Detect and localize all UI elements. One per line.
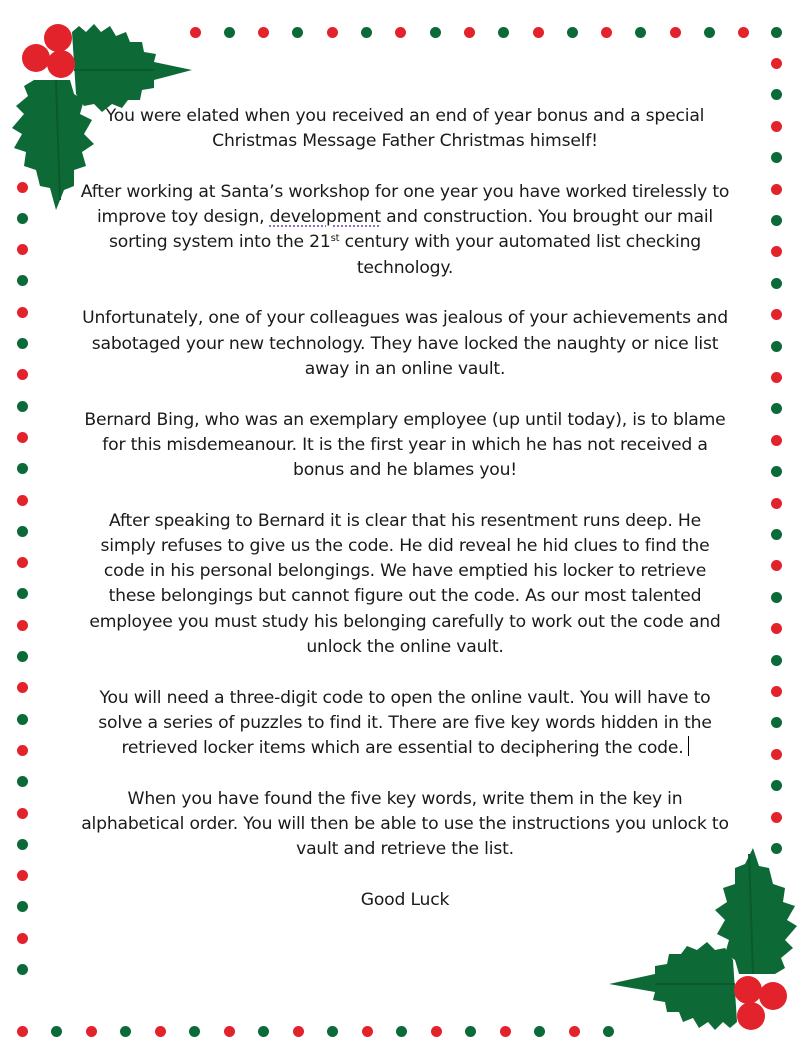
border-dot	[189, 1026, 200, 1037]
border-dot	[258, 27, 269, 38]
border-dot	[771, 309, 782, 320]
border-dot	[771, 215, 782, 226]
border-dot	[771, 341, 782, 352]
border-dot	[771, 749, 782, 760]
border-dot	[771, 592, 782, 603]
border-dot	[17, 714, 28, 725]
border-dot	[771, 27, 782, 38]
border-dot	[396, 1026, 407, 1037]
border-dot	[771, 89, 782, 100]
border-dot	[567, 27, 578, 38]
border-dot	[465, 1026, 476, 1037]
border-dot	[17, 401, 28, 412]
border-dot	[17, 495, 28, 506]
border-dot	[771, 435, 782, 446]
border-dot	[17, 1026, 28, 1037]
border-dot	[771, 184, 782, 195]
border-dot	[498, 27, 509, 38]
border-dot	[327, 1026, 338, 1037]
text: century with your automated list checking technology.	[339, 232, 701, 278]
border-dot	[258, 1026, 269, 1037]
border-dot	[771, 812, 782, 823]
border-dot	[771, 498, 782, 509]
border-dot	[17, 745, 28, 756]
border-dot	[738, 27, 749, 38]
border-dot	[17, 338, 28, 349]
border-dot	[292, 27, 303, 38]
border-dot	[17, 463, 28, 474]
border-dot	[771, 623, 782, 634]
border-dot	[17, 964, 28, 975]
border-dot	[155, 1026, 166, 1037]
border-dot	[293, 1026, 304, 1037]
border-dot	[771, 560, 782, 571]
border-dot	[17, 213, 28, 224]
border-dot	[569, 1026, 580, 1037]
border-dot	[17, 307, 28, 318]
border-dot	[430, 27, 441, 38]
paragraph-sabotage: Unfortunately, one of your colleagues was jealous of your achievements and sabotaged your new technology. They have locked the naughty or nice list away in an online vault.	[82, 308, 728, 379]
border-dot	[771, 529, 782, 540]
border-dot	[771, 686, 782, 697]
spellcheck-word: development	[269, 207, 381, 228]
sign-off: Good Luck	[360, 890, 450, 911]
paragraph-workshop	[80, 180, 730, 281]
border-dot	[17, 839, 28, 850]
border-dot	[327, 27, 338, 38]
paragraph-bernard: Bernard Bing, who was an exemplary employee (up until today), is to blame for this misdemeanour. It is the first year in which he has not received a bonus and he blames you!	[84, 409, 726, 481]
superscript: st	[330, 233, 340, 245]
border-dot	[771, 372, 782, 383]
border-dot	[51, 1026, 62, 1037]
text: You will need a three-digit code to open the online vault. You will have to solve a series of puzzles to find it. There are five key words hidden in the retrieved locker items which are essential to deciphering the code.	[98, 687, 712, 759]
border-dot	[17, 432, 28, 443]
border-dot	[224, 27, 235, 38]
letter-body[interactable]	[80, 104, 730, 939]
border-dot	[17, 557, 28, 568]
border-dot	[17, 369, 28, 380]
paragraph-intro: You were elated when you received an end of year bonus and a special Christmas Message Father Christmas himself!	[105, 106, 705, 152]
border-dot	[17, 776, 28, 787]
text: After working at Santa’s workshop for one year you have worked tirelessly to improve toy design,	[80, 182, 730, 228]
border-dot	[771, 403, 782, 414]
border-dot	[670, 27, 681, 38]
border-dot	[17, 901, 28, 912]
border-dot	[771, 466, 782, 477]
border-dot	[86, 1026, 97, 1037]
border-dot	[771, 717, 782, 728]
border-dot	[533, 27, 544, 38]
border-dot	[601, 27, 612, 38]
border-dot	[120, 1026, 131, 1037]
border-dot	[17, 275, 28, 286]
border-dot	[431, 1026, 442, 1037]
border-dot	[464, 27, 475, 38]
border-dot	[704, 27, 715, 38]
border-dot	[17, 526, 28, 537]
border-dot	[17, 651, 28, 662]
border-dot	[17, 682, 28, 693]
text-cursor	[688, 736, 689, 756]
text: and construction. You brought our mail sorting system into the 21	[109, 207, 713, 253]
border-dot	[17, 588, 28, 599]
border-dot	[500, 1026, 511, 1037]
border-dot	[361, 27, 372, 38]
border-dot	[771, 655, 782, 666]
paragraph-code	[80, 686, 730, 762]
border-dot	[771, 121, 782, 132]
border-dot	[17, 808, 28, 819]
border-dot	[771, 152, 782, 163]
paragraph-clues: After speaking to Bernard it is clear that his resentment runs deep. He simply refuses to give us the code. He did reveal he hid clues to find the code in his personal belongings. We have emptied his locker to retrieve these belongings but cannot figure out the code. As our most talented employee you must study his belonging carefully to work out the code and unlock the online vault.	[89, 510, 721, 657]
border-dot	[17, 244, 28, 255]
border-dot	[17, 933, 28, 944]
border-dot	[534, 1026, 545, 1037]
border-dot	[771, 58, 782, 69]
border-dot	[635, 27, 646, 38]
border-dot	[395, 27, 406, 38]
border-dot	[771, 780, 782, 791]
border-dot	[771, 246, 782, 257]
border-dot	[224, 1026, 235, 1037]
border-dot	[771, 278, 782, 289]
paragraph-instructions: When you have found the five key words, write them in the key in alphabetical order. You will then be able to use the instructions you unlock to vault and retrieve the list.	[81, 788, 729, 860]
border-dot	[362, 1026, 373, 1037]
border-dot	[17, 620, 28, 631]
border-dot	[17, 870, 28, 881]
